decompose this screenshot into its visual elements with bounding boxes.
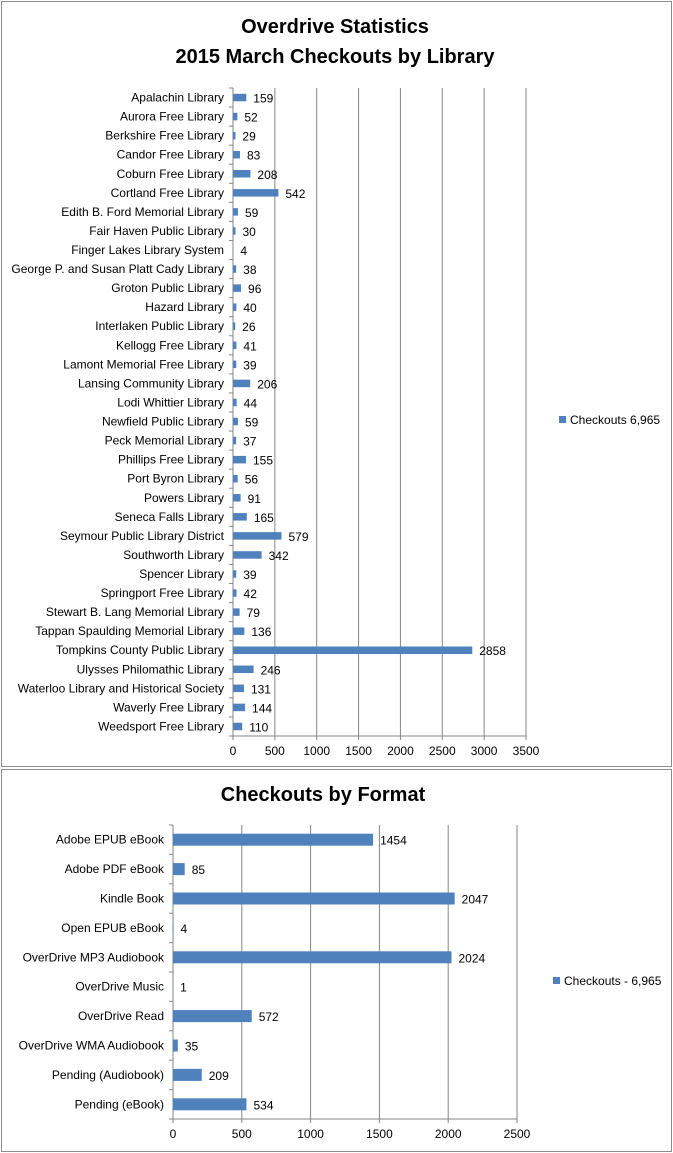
bar xyxy=(233,361,236,369)
x-tick-label: 3000 xyxy=(470,744,498,758)
bar xyxy=(173,951,452,963)
bar xyxy=(173,1040,178,1052)
bar xyxy=(233,666,254,674)
bar xyxy=(233,608,240,616)
category-label: Lodi Whittier Library xyxy=(117,395,224,410)
category-label: Kellogg Free Library xyxy=(115,338,224,353)
category-label: Southworth Library xyxy=(123,547,224,562)
category-label: Springport Free Library xyxy=(100,586,224,601)
category-label: Spencer Library xyxy=(139,567,224,581)
data-label: 136 xyxy=(251,625,272,640)
bar xyxy=(233,303,236,311)
category-label: Berkshire Free Library xyxy=(105,128,224,143)
bar xyxy=(233,475,238,483)
category-label: Adobe EPUB eBook xyxy=(55,832,164,847)
category-label: Weedsport Free Library xyxy=(98,719,224,734)
data-label: 41 xyxy=(243,339,257,354)
data-label: 42 xyxy=(243,587,257,602)
bar xyxy=(233,170,250,178)
bar xyxy=(233,380,250,388)
bar xyxy=(233,265,236,273)
category-label: Peck Memorial Library xyxy=(104,433,224,448)
category-label: Ulysses Philomathic Library xyxy=(76,662,224,677)
category-label: Stewart B. Lang Memorial Library xyxy=(45,605,224,620)
data-label: 209 xyxy=(208,1068,229,1083)
bar xyxy=(233,456,246,464)
x-tick-label: 1000 xyxy=(303,744,331,758)
data-label: 542 xyxy=(285,186,306,201)
data-label: 83 xyxy=(246,148,261,163)
bar xyxy=(233,132,235,140)
bar xyxy=(233,570,236,578)
bar xyxy=(233,589,237,597)
data-label: 165 xyxy=(253,510,274,525)
category-label: Hazard Library xyxy=(145,300,224,315)
legend xyxy=(559,413,660,427)
category-label: Lamont Memorial Free Library xyxy=(63,357,224,372)
x-tick-label: 3500 xyxy=(512,744,540,758)
x-tick-label: 2500 xyxy=(503,1127,531,1141)
category-label: OverDrive MP3 Audiobook xyxy=(22,950,164,965)
data-label: 91 xyxy=(247,491,261,506)
data-label: 1454 xyxy=(380,833,407,848)
data-label: 1 xyxy=(180,980,187,995)
bar xyxy=(173,893,455,905)
category-label: Apalachin Library xyxy=(131,90,224,105)
category-label: Tappan Spaulding Memorial Library xyxy=(35,624,224,639)
data-label: 572 xyxy=(258,1010,279,1025)
chart-title: Overdrive Statistics xyxy=(241,16,429,38)
data-label: 4 xyxy=(240,244,248,258)
data-label: 40 xyxy=(243,301,257,316)
data-label: 85 xyxy=(191,863,206,878)
data-label: 52 xyxy=(244,110,258,125)
data-label: 35 xyxy=(184,1039,199,1054)
bar xyxy=(233,494,241,502)
data-label: 39 xyxy=(243,568,257,582)
data-label: 2858 xyxy=(479,644,506,659)
category-label: Interlaken Public Library xyxy=(95,319,224,334)
category-label: Cortland Free Library xyxy=(110,185,224,200)
legend xyxy=(553,974,662,988)
data-label: 38 xyxy=(243,263,257,278)
data-label: 144 xyxy=(252,701,273,716)
data-label: 29 xyxy=(242,129,256,144)
bar xyxy=(233,399,237,407)
bar xyxy=(233,342,236,350)
category-label: Kindle Book xyxy=(99,891,164,906)
bar xyxy=(173,863,185,875)
x-tick-label: 1500 xyxy=(345,744,372,758)
plot-area xyxy=(19,825,531,1141)
bar xyxy=(233,685,244,693)
bar xyxy=(233,113,237,121)
category-label: Powers Library xyxy=(143,490,224,505)
bar xyxy=(233,322,235,330)
legend-swatch xyxy=(559,416,566,423)
category-label: OverDrive Music xyxy=(75,979,164,994)
data-label: 155 xyxy=(252,453,274,468)
category-label: Waterloo Library and Historical Society xyxy=(17,681,224,696)
data-label: 246 xyxy=(260,663,281,678)
bar xyxy=(233,551,262,559)
data-label: 96 xyxy=(248,282,262,297)
chart-subtitle: 2015 March Checkouts by Library xyxy=(175,46,495,68)
category-label: Adobe PDF eBook xyxy=(64,862,164,877)
data-label: 59 xyxy=(244,205,259,220)
category-label: OverDrive WMA Audiobook xyxy=(18,1038,164,1053)
category-label: Port Byron Library xyxy=(127,471,224,486)
category-label: Lansing Community Library xyxy=(77,376,224,391)
data-label: 39 xyxy=(243,358,257,373)
data-label: 2024 xyxy=(458,951,486,966)
data-label: 56 xyxy=(244,472,259,487)
bar xyxy=(233,189,278,197)
x-tick-label: 500 xyxy=(264,744,285,758)
category-label: Finger Lakes Library System xyxy=(71,243,224,257)
format-checkouts-chart xyxy=(2,770,671,1151)
x-tick-label: 0 xyxy=(169,1127,177,1141)
category-label: Newfield Public Library xyxy=(101,414,224,429)
bar xyxy=(233,227,236,235)
bar xyxy=(233,646,472,654)
bar xyxy=(233,284,241,292)
bar xyxy=(173,922,174,934)
data-label: 206 xyxy=(257,377,278,392)
data-label: 4 xyxy=(180,921,188,936)
legend-swatch xyxy=(553,977,560,984)
category-label: Edith B. Ford Memorial Library xyxy=(61,204,224,219)
bar xyxy=(233,513,247,521)
x-tick-label: 0 xyxy=(229,744,237,758)
category-label: Waverly Free Library xyxy=(113,700,224,715)
data-label: 159 xyxy=(253,91,274,106)
bar xyxy=(173,834,373,846)
bar xyxy=(173,1010,252,1022)
data-label: 342 xyxy=(268,548,289,563)
data-label: 37 xyxy=(243,434,257,449)
bar xyxy=(233,704,245,712)
category-label: Candor Free Library xyxy=(116,147,224,162)
bar xyxy=(173,1069,202,1081)
bar xyxy=(173,1098,246,1110)
x-tick-label: 2000 xyxy=(387,744,414,758)
category-label: Seymour Public Library District xyxy=(59,528,224,543)
x-tick-label: 2000 xyxy=(434,1127,462,1141)
data-label: 59 xyxy=(244,415,259,430)
chart-panel-formats xyxy=(1,769,672,1152)
bar xyxy=(233,208,238,216)
x-tick-label: 500 xyxy=(231,1127,252,1141)
category-label: Pending (eBook) xyxy=(74,1097,164,1112)
data-label: 534 xyxy=(253,1098,274,1113)
category-label: Pending (Audiobook) xyxy=(51,1067,164,1082)
category-label: Seneca Falls Library xyxy=(114,509,224,524)
bar xyxy=(233,532,281,540)
data-label: 579 xyxy=(288,529,309,544)
data-label: 2047 xyxy=(461,892,489,907)
data-label: 44 xyxy=(243,396,258,411)
category-label: Tompkins County Public Library xyxy=(55,643,224,658)
data-label: 110 xyxy=(249,720,269,735)
data-label: 131 xyxy=(250,682,271,697)
legend-label: Checkouts 6,965 xyxy=(570,413,661,427)
category-label: George P. and Susan Platt Cady Library xyxy=(11,262,224,277)
bar xyxy=(233,94,246,102)
x-tick-label: 1500 xyxy=(366,1127,393,1141)
x-tick-label: 2500 xyxy=(428,744,456,758)
chart-panel-libraries xyxy=(1,1,672,767)
category-label: Groton Public Library xyxy=(111,281,224,296)
data-label: 30 xyxy=(242,224,256,239)
bar xyxy=(233,437,236,445)
x-tick-label: 1000 xyxy=(297,1127,324,1141)
data-label: 26 xyxy=(242,320,256,335)
bar xyxy=(233,627,244,635)
legend-label: Checkouts - 6,965 xyxy=(564,974,662,988)
category-label: Phillips Free Library xyxy=(117,452,224,467)
plot-area xyxy=(11,88,539,758)
category-label: Fair Haven Public Library xyxy=(89,223,224,238)
category-label: OverDrive Read xyxy=(77,1009,164,1024)
category-label: Coburn Free Library xyxy=(116,166,224,181)
data-label: 79 xyxy=(246,606,260,621)
data-label: 208 xyxy=(257,167,278,182)
bar xyxy=(233,418,238,426)
bar xyxy=(233,723,242,731)
category-label: Open EPUB eBook xyxy=(61,920,164,935)
bar xyxy=(233,151,240,159)
category-label: Aurora Free Library xyxy=(119,109,224,124)
chart-title: Checkouts by Format xyxy=(220,784,426,806)
library-checkouts-chart xyxy=(2,2,671,766)
